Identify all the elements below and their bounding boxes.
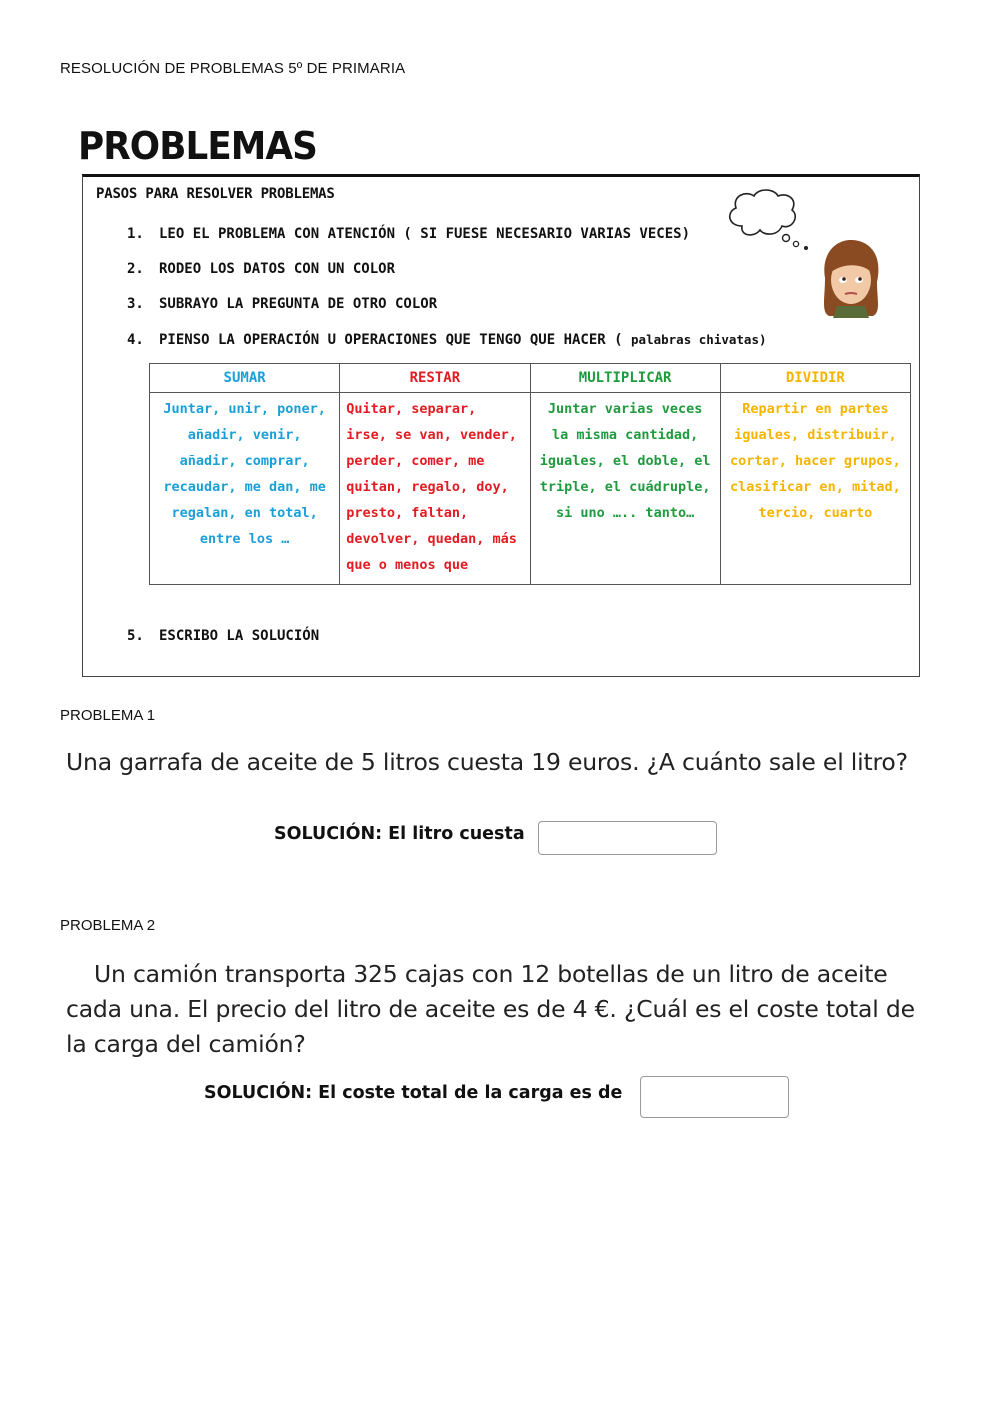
operations-table [149, 363, 911, 585]
worksheet-title: PROBLEMAS [78, 124, 317, 168]
cell-dividir-keywords: Repartir en partes iguales, distribuir, cortar, hacer grupos, clasificar en, mitad, tercio, cuarto [720, 393, 910, 585]
step-text: RODEO LOS DATOS CON UN COLOR [159, 261, 396, 277]
step-hint: palabras chivatas) [631, 332, 767, 347]
header-dividir: DIVIDIR [720, 364, 910, 393]
thought-bubble-icon [720, 186, 815, 266]
step-text: PIENSO LA OPERACIÓN U OPERACIONES QUE TENGO QUE HACER ( [159, 332, 623, 348]
step-text: LEO EL PROBLEMA CON ATENCIÓN ( SI FUESE NECESARIO VARIAS VECES) [159, 226, 691, 242]
cell-restar-keywords: Quitar, separar, irse, se van, vender, perder, comer, me quitan, regalo, doy, presto, faltan, devolver, quedan, más que o menos que [340, 393, 530, 585]
step-5 [127, 628, 319, 644]
steps-heading: PASOS PARA RESOLVER PROBLEMAS [96, 186, 335, 202]
header-sumar: SUMAR [150, 364, 340, 393]
step-1 [127, 226, 690, 242]
problem-1-statement: Una garrafa de aceite de 5 litros cuesta 19 euros. ¿A cuánto sale el litro? [66, 748, 908, 776]
step-number: 2. [127, 261, 144, 277]
step-3 [127, 296, 437, 312]
step-2 [127, 261, 395, 277]
problem-2-statement: Un camión transporta 325 cajas con 12 botellas de un litro de aceite cada una. El precio del litro de aceite es de 4 €. ¿Cuál es el coste total de la carga del camión? [66, 960, 915, 1058]
header-multiplicar: MULTIPLICAR [530, 364, 720, 393]
problem-1-solution-label: SOLUCIÓN: El litro cuesta [274, 824, 525, 844]
step-text: ESCRIBO LA SOLUCIÓN [159, 628, 320, 644]
avatar-girl-icon [815, 238, 887, 325]
problem-1-answer-input[interactable] [538, 821, 717, 855]
step-4 [127, 332, 767, 348]
step-number: 5. [127, 628, 144, 644]
problem-2-label: PROBLEMA 2 [60, 917, 156, 934]
step-number: 1. [127, 226, 144, 242]
step-number: 3. [127, 296, 144, 312]
problem-2-solution-label: SOLUCIÓN: El coste total de la carga es de [204, 1083, 623, 1103]
cell-multiplicar-keywords: Juntar varias veces la misma cantidad, iguales, el doble, el triple, el cuádruple, si uno ….. tanto… [530, 393, 720, 585]
document-header: RESOLUCIÓN DE PROBLEMAS 5º DE PRIMARIA [60, 60, 406, 77]
step-number: 4. [127, 332, 144, 348]
problem-2-answer-input[interactable] [640, 1076, 789, 1118]
cell-sumar-keywords: Juntar, unir, poner, añadir, venir, añadir, comprar, recaudar, me dan, me regalan, en total, entre los … [150, 393, 340, 585]
header-restar: RESTAR [340, 364, 530, 393]
step-text: SUBRAYO LA PREGUNTA DE OTRO COLOR [159, 296, 438, 312]
problem-1-label: PROBLEMA 1 [60, 707, 156, 724]
